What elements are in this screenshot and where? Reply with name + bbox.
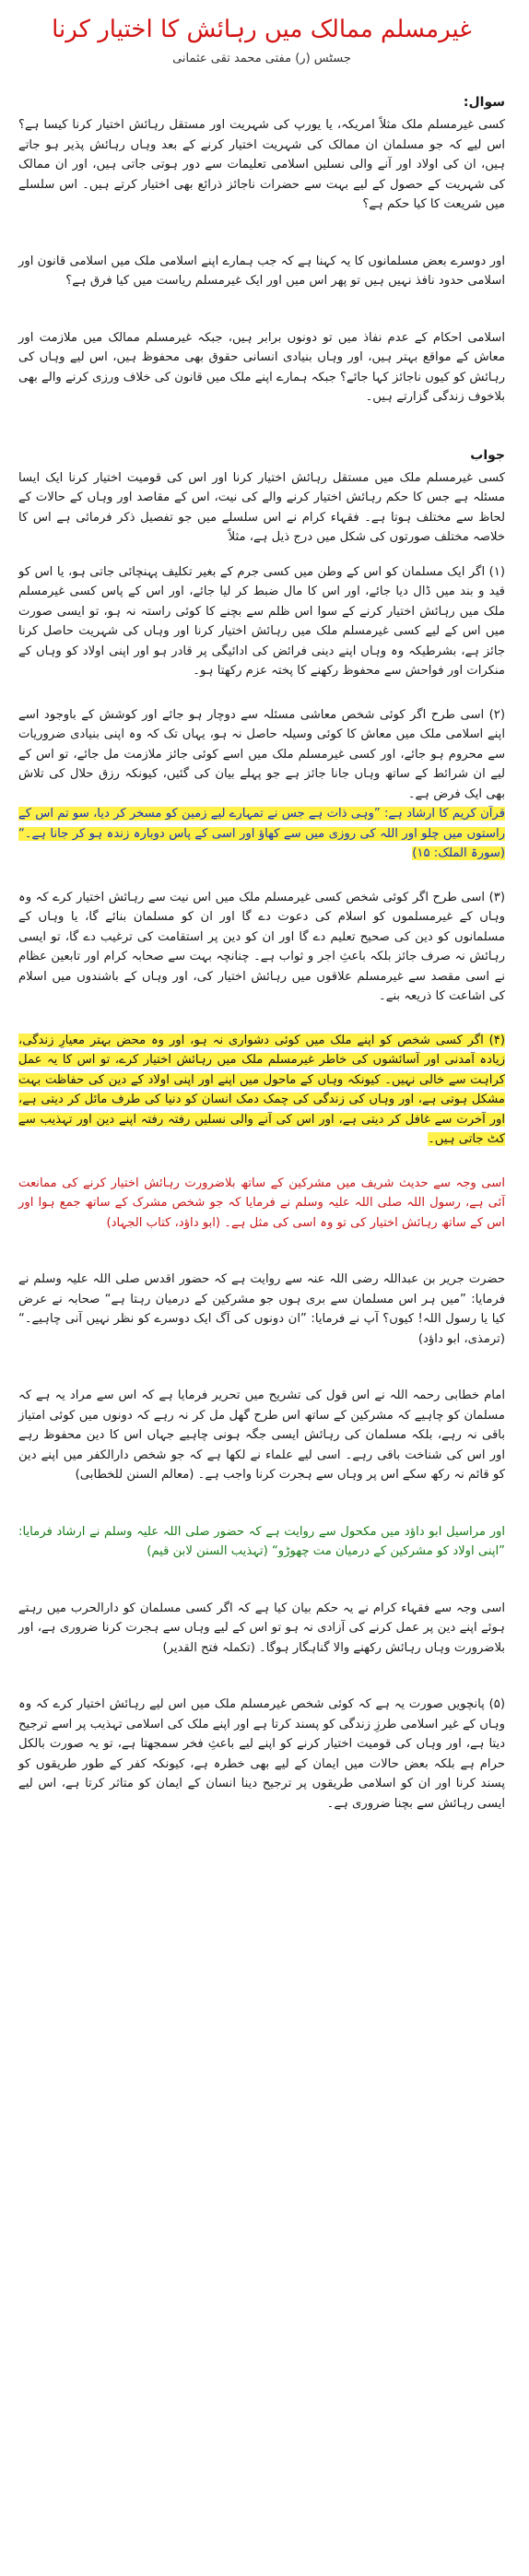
question-label: سوال:: [463, 95, 505, 110]
answer-paragraph: امام خطابی رحمہ اللہ نے اس قول کی تشریح میں تحریر فرمایا ہے کہ اس سے مراد یہ ہے کہ مسلمان کو چاہیے کہ مشرکین کے ساتھ اس طرح گھل مل کر نہ رہے کہ دونوں میں کوئی امتیاز باقی نہ رہے، بلکہ مسلمان کی رہائش ایسی جگہ ہونی چاہیے جہاں اس کا دین محفوظ رہے اور اس کی شناخت باقی رہے۔ اسی لیے علماء نے لکھا ہے کہ جو شخص دارالکفر میں اپنے دین کو قائم نہ رکھ سکے اس پر وہاں سے ہجرت کرنا واجب ہے۔ (معالم السنن للخطابی): [18, 1388, 505, 1482]
spacer: [18, 215, 505, 252]
spacer: [18, 1485, 505, 1522]
hadith-paragraph: حضرت جریر بن عبداللہ رضی اللہ عنہ سے روایت ہے کہ حضور اقدس صلی اللہ علیہ وسلم نے فرمایا: ”میں ہر اس مسلمان سے بری ہوں جو مشرکین کے درمیان رہتا ہے“ صحابہ نے عرض کیا یا رسول اللہ! کیوں؟ آپ نے فرمایا: ”ان دونوں کی آگ ایک دوسرے کو نظر نہیں آنی چاہیے۔“ (ترمذی، ابو داؤد): [18, 1272, 505, 1346]
answer-paragraph: اسی وجہ سے فقہاء کرام نے یہ حکم بیان کیا ہے کہ اگر کسی مسلمان کو دارالحرب میں رہتے ہوئے اپنے دین پر عمل کرنے کی آزادی نہ ہو تو اس کے لیے وہاں سے ہجرت کرنا ضروری ہے، اور بلاضرورت وہاں رہائش رکھنے والا گناہگار ہوگا۔ (تکملہ فتح القدیر): [18, 1601, 505, 1655]
answer-paragraph: (۵) پانچویں صورت یہ ہے کہ کوئی شخص غیرمسلم ملک میں اس لیے رہائش اختیار کرے کہ وہ وہاں کے غیر اسلامی طرزِ زندگی کو پسند کرتا ہے اور اپنے ملک کی اسلامی تہذیب پر اسے ترجیح دیتا ہے، اور وہاں کی قومیت اختیار کرنے کو اپنے لیے باعثِ فخر سمجھتا ہے، تو یہ صورت بالکل حرام ہے بلکہ بعض حالات میں ایمان کے لیے بھی خطرہ ہے، کیونکہ کفر کے طور طریقوں کو پسند کرنا اور ان کو اسلامی طریقوں پر ترجیح دینا انسان کے ایمان کو متاثر کرتا ہے، اس لیے ایسی رہائش سے بچنا ضروری ہے۔: [18, 1697, 505, 1811]
spacer: [18, 408, 505, 444]
question-paragraph: کسی غیرمسلم ملک مثلاً امریکہ، یا یورپ کی شہریت اور مستقل رہائش اختیار کرنا کیسا ہے؟ اس لیے کہ جو مسلمان ان ممالک کی شہریت اختیار کرنے کے بعد وہاں رہائش پذیر ہو جاتے ہیں، ان کی اولاد اور آنے والی نسلیں اسلامی تعلیمات سے دور ہوتی جاتی ہیں، اور ان ممالک کی شہریت کے حصول کے لیے بہت سے حضرات ناجائز ذرائع بھی اختیار کرتے ہیں۔ اس سلسلے میں شریعت کا کیا حکم ہے؟: [18, 118, 505, 211]
spacer: [18, 1562, 505, 1599]
answer-label: جواب: [470, 447, 505, 463]
answer-paragraph: (۳) اسی طرح اگر کوئی شخص کسی غیرمسلم ملک میں اس نیت سے رہائش اختیار کرے کہ وہ وہاں کے غیرمسلموں کو اسلام کی دعوت دے گا اور ان کو مسلمان بنائے گا، یا وہاں کے مسلمانوں کو دین کی صحیح تعلیم دے گا اور ان کو دین پر استقامت کی ترغیب دے گا، تو ایسی رہائش نہ صرف جائز بلکہ باعثِ اجر و ثواب ہے۔ چنانچہ بہت سے صحابہ کرام اور تابعین عظام نے اسی مقصد سے غیرمسلم علاقوں میں رہائش اختیار کی، اور وہاں کے باشندوں میں اسلام کی اشاعت کا ذریعہ بنے۔: [18, 890, 505, 1003]
spacer: [18, 291, 505, 328]
spacer: [18, 1233, 505, 1270]
answer-paragraph: کسی غیرمسلم ملک میں مستقل رہائش اختیار کرنا اور اس کی قومیت اختیار کرنا ایک ایسا مسئلہ ہے جس کا حکم رہائش اختیار کرنے والے کی نیت، اس کے مقاصد اور وہاں کے حالات کے لحاظ سے مختلف ہوتا ہے۔ فقہاء کرام نے اس سلسلے میں جو تفصیل ذکر فرمائی ہے اس کا خلاصہ مختلف صورتوں کی شکل میں درج ذیل ہے، مثلاً: [18, 470, 505, 544]
answer-paragraph: (۱) اگر ایک مسلمان کو اس کے وطن میں کسی جرم کے بغیر تکلیف پہنچائی جاتی ہو، یا اس کو قید و بند میں ڈال دیا جائے، اور اس کا مال ضبط کر لیا جائے، اور اس کے پاس کسی غیرمسلم ملک میں رہائش اختیار کرنے کے سوا اس ظلم سے بچنے کا کوئی راستہ نہ ہو، تو ایسی صورت میں اس کے لیے کسی غیرمسلم ملک میں رہائش اختیار کرنا اور وہاں کی شہریت حاصل کرنا جائز ہے، بشرطیکہ وہ وہاں اپنے دینی فرائض کی ادائیگی پر قادر ہو اور اپنی اولاد کو وہاں کے منکرات اور فواحش سے محفوظ رکھنے کا پختہ عزم رکھتا ہو۔: [18, 564, 505, 678]
answer-paragraph: (۲) اسی طرح اگر کوئی شخص معاشی مسئلہ سے دوچار ہو جائے اور کوشش کے باوجود اسے اپنے اسلامی ملک میں معاش کا کوئی وسیلہ حاصل نہ ہو، یہاں تک کہ وہ اپنی بنیادی ضروریات سے محروم ہو جائے، اور کسی غیرمسلم ملک میں اسے کوئی جائز ملازمت مل جائے، تو اس کے لیے ان شرائط کے ساتھ وہاں جانا جائز ہے جو پہلے بیان کی گئیں، کیونکہ رزق حلال کی تلاش بھی ایک فرض ہے۔: [18, 707, 505, 801]
spacer: [18, 1007, 505, 1031]
question-paragraph: اور دوسرے بعض مسلمانوں کا یہ کہنا ہے کہ جب ہمارے اپنے اسلامی ملک میں اسلامی قانون اور اسلامی حدود نافذ نہیں ہیں تو پھر اس میں اور ایک غیرمسلم ریاست میں کیا فرق ہے؟: [18, 254, 505, 288]
hadith-paragraph: اسی وجہ سے حدیث شریف میں مشرکین کے ساتھ بلاضرورت رہائش اختیار کرنے کی ممانعت آئی ہے، رسول اللہ صلی اللہ علیہ وسلم نے فرمایا کہ جو شخص مشرک کے ساتھ جمع ہوا اور اس کے ساتھ رہائش اختیار کی تو وہ اسی کی مثل ہے۔ (ابو داؤد، کتاب الجہاد): [18, 1176, 505, 1230]
answer-paragraph-highlighted: (۴) اگر کسی شخص کو اپنے ملک میں کوئی دشواری نہ ہو، اور وہ محض بہتر معیارِ زندگی، زیادہ آمدنی اور آسائشوں کی خاطر غیرمسلم ملک میں رہائش اختیار کرے، تو اس کا یہ عمل کراہت سے خالی نہیں۔ کیونکہ وہاں کے ماحول میں اپنے اور اپنی اولاد کے دین کی حفاظت بہت مشکل ہوتی ہے، اور وہاں کی زندگی کی چمک دمک انسان کو دنیا کی طرف مائل کر دیتی ہے، اور آخرت سے غافل کر دیتی ہے، اور اس کی آنے والی نسلیں رفتہ رفتہ اپنے دین اور تہذیب سے کٹ جاتی ہیں۔: [18, 1033, 505, 1146]
spacer: [18, 1150, 505, 1174]
hadith-paragraph: اور مراسیل ابو داؤد میں مکحول سے روایت ہے کہ حضور صلی اللہ علیہ وسلم نے ارشاد فرمایا: ”اپنی اولاد کو مشرکین کے درمیان مت چھوڑو“ (تہذیب السنن لابن قیم): [18, 1524, 505, 1558]
spacer: [18, 1349, 505, 1386]
article-title: غیرمسلم ممالک میں رہائش کا اختیار کرنا: [52, 16, 472, 43]
spacer: [18, 548, 505, 562]
spacer: [18, 681, 505, 705]
quran-quote-highlight: قرآن کریم کا ارشاد ہے: ”وہی ذات ہے جس نے تمہارے لیے زمین کو مسخر کر دیا، سو تم اس کے راستوں میں چلو اور اللہ کی روزی میں سے کھاؤ اور اسی کے پاس دوبارہ زندہ ہو کر جانا ہے۔“ (سورۃ الملک: ۱۵): [18, 807, 505, 860]
question-paragraph: اسلامی احکام کے عدم نفاذ میں تو دونوں برابر ہیں، جبکہ غیرمسلم ممالک میں ملازمت اور معاش کے مواقع بہتر ہیں، اور وہاں بنیادی انسانی حقوق بھی محفوظ ہیں، اس لیے وہاں کی رہائش کو کیوں ناجائز کہا جائے؟ جبکہ ہمارے اپنے ملک میں قانون کی خلاف ورزی کرنے والے بھی بلاخوف زندگی گزارتے ہیں۔: [18, 330, 505, 404]
spacer: [18, 864, 505, 888]
article-author: جسٹس (ر) مفتی محمد تقی عثمانی: [172, 52, 351, 65]
spacer: [18, 1658, 505, 1695]
